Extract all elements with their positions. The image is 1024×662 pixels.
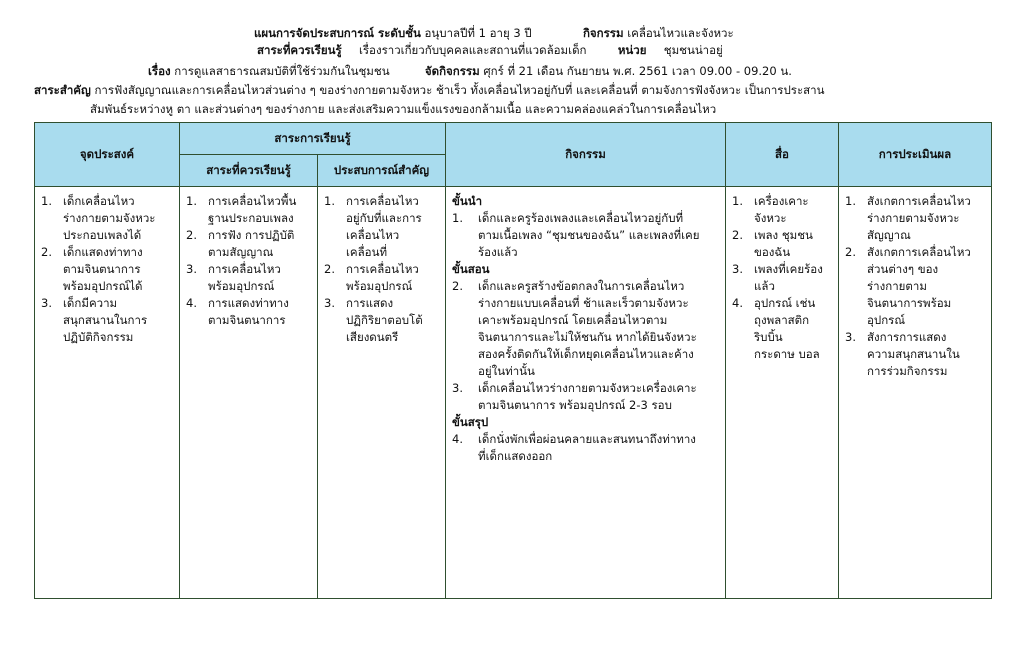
item-line: อยู่กับที่และการ (346, 211, 422, 225)
lesson-plan-table (34, 122, 992, 599)
key-experience-cell (318, 187, 446, 599)
teach-title: ขั้นสอน (452, 262, 490, 276)
item-number: 1. (186, 194, 197, 208)
item-number: 1. (732, 194, 743, 208)
schedule-value: ศุกร์ ที่ 21 เดือน กันยายน พ.ศ. 2561 เวลา 09.00 - 09.20 น. (483, 64, 792, 78)
item-line: การเคลื่อนไหวพื้น (208, 194, 297, 208)
summary-steps-list (452, 431, 719, 465)
header-media: สื่อ (726, 123, 839, 187)
header-evaluation: การประเมินผล (839, 123, 992, 187)
item-text (63, 295, 147, 346)
item-line: เด็กมีความ (63, 296, 118, 310)
item-line: ร่างกายตาม (867, 279, 927, 293)
item-line: เด็กเคลื่อนไหว (63, 194, 135, 208)
item-line: อุปกรณ์ เช่น (754, 296, 816, 310)
list-item (452, 278, 719, 380)
item-line: แล้ว (754, 279, 775, 293)
item-line: พร้อมอุปกรณ์ (208, 279, 275, 293)
item-line: ตามสัญญาณ (208, 245, 274, 259)
item-line: เด็กและครูร้องเพลงและเคลื่อนไหวอยู่กับที่ (478, 211, 684, 225)
item-text (867, 193, 971, 244)
item-number: 2. (186, 228, 197, 242)
list-item (324, 261, 439, 295)
item-line: ร่างกายตามจังหวะ (63, 211, 156, 225)
item-line: การร่วมกิจกรรม (867, 364, 948, 378)
item-text (346, 295, 423, 346)
list-item (41, 193, 173, 244)
activity-value: เคลื่อนไหวและจังหวะ (627, 26, 734, 40)
media-list (732, 193, 832, 363)
item-line: พร้อมอุปกรณ์ (346, 279, 413, 293)
item-line: ปฏิกิริยาตอบโต้ (346, 313, 423, 327)
item-line: สนุกสนานในการ (63, 313, 148, 327)
item-text (867, 329, 960, 380)
item-line: การแสดงท่าทาง (208, 296, 289, 310)
plan-level: อนุบาลปีที่ 1 อายุ 3 ปี (424, 26, 532, 40)
item-line: การเคลื่อนไหว (346, 262, 419, 276)
objectives-list (41, 193, 173, 346)
item-line: ร่างกายแบบเคลื่อนที่ ช้าและเร็วตามจังหวะ (478, 296, 689, 310)
list-item (845, 329, 985, 380)
list-item (452, 210, 719, 261)
item-line: เด็กแสดงท่าทาง (63, 245, 143, 259)
item-line: อยู่ในท่านั้น (478, 364, 535, 378)
item-line: สังการการแสดง (867, 330, 947, 344)
item-line: กระดาษ บอล (754, 347, 820, 361)
schedule-label: จัดกิจกรรม (424, 64, 480, 78)
list-item (186, 261, 311, 295)
item-number: 3. (732, 262, 743, 276)
intro-steps-list (452, 210, 719, 261)
item-text (754, 295, 820, 363)
item-text (478, 278, 697, 380)
item-line: ที่เด็กแสดงออก (478, 449, 553, 463)
item-line: ถุงพลาสติก (754, 313, 810, 327)
item-number: 3. (452, 381, 463, 395)
item-line: สัญญาณ (867, 228, 911, 242)
media-cell (726, 187, 839, 599)
item-number: 3. (845, 330, 856, 344)
item-number: 4. (186, 296, 197, 310)
intro-title: ขั้นนำ (452, 194, 483, 208)
unit-value: ชุมชนน่าอยู่ (663, 43, 723, 57)
item-line: จินตนาการพร้อม (867, 296, 952, 310)
list-item (186, 227, 311, 261)
item-line: ร้องแล้ว (478, 245, 518, 259)
item-line: ร่างกายตามจังหวะ (867, 211, 960, 225)
item-line: เพลง ชุมชน (754, 228, 813, 242)
essence-label: สาระสำคัญ (34, 83, 91, 97)
header-line-plan (254, 26, 734, 41)
item-line: การเคลื่อนไหว (208, 262, 281, 276)
list-item (452, 380, 719, 414)
item-line: ตามจินตนาการ (208, 313, 286, 327)
item-line: การฟัง การปฏิบัติ (208, 228, 295, 242)
header-activities: กิจกรรม (446, 123, 726, 187)
item-text (346, 193, 422, 261)
item-text (754, 261, 823, 295)
evaluation-cell (839, 187, 992, 599)
header-key-experience: ประสบการณ์สำคัญ (318, 155, 446, 187)
activity-label: กิจกรรม (582, 26, 624, 40)
item-text (63, 244, 143, 295)
item-line: ประกอบเพลงได้ (63, 228, 142, 242)
list-item (732, 193, 832, 227)
list-item (732, 227, 832, 261)
header-learning-content: สาระการเรียนรู้ (180, 123, 446, 155)
item-line: เด็กนั่งพักเพื่อผ่อนคลายและสนทนาถึงท่าทาง (478, 432, 696, 446)
header-line-topic (148, 64, 792, 79)
item-line: จินตนาการและไม่ให้ชนกัน หากได้ยินจังหวะ (478, 330, 697, 344)
item-text (478, 431, 696, 465)
evaluation-list (845, 193, 985, 380)
item-text (63, 193, 155, 244)
item-line: ส่วนต่างๆ ของ (867, 262, 939, 276)
item-number: 1. (324, 194, 335, 208)
list-item (324, 193, 439, 261)
header-line-essence-continued: สัมพันธ์ระหว่างหู ตา และส่วนต่างๆ ของร่างกาย และส่งเสริมความแข็งแรงของกล้ามเนื้อ และความคล่องแคล่วในการเคลื่อนไหว (90, 102, 717, 116)
summary-title: ขั้นสรุป (452, 415, 489, 429)
item-line: ตามจินตนาการ พร้อมอุปกรณ์ 2-3 รอบ (478, 398, 672, 412)
content-to-learn-cell (180, 187, 318, 599)
list-item (732, 295, 832, 363)
header-line-essence (34, 83, 824, 98)
item-line: อุปกรณ์ (867, 313, 906, 327)
item-number: 2. (732, 228, 743, 242)
item-text (478, 210, 700, 261)
objectives-cell (35, 187, 180, 599)
item-line: เสียงดนตรี (346, 330, 399, 344)
item-number: 4. (452, 432, 463, 446)
item-line: ริบบิ้น (754, 330, 783, 344)
item-line: ฐานประกอบเพลง (208, 211, 294, 225)
item-line: เด็กและครูสร้างข้อตกลงในการเคลื่อนไหว (478, 279, 685, 293)
item-text (346, 261, 419, 295)
unit-label: หน่วย (617, 43, 647, 57)
topic-value: การดูแลสาธารณสมบัติที่ใช้ร่วมกันในชุมชน (174, 64, 390, 78)
key-experience-list (324, 193, 439, 346)
item-line: เคาะพร้อมอุปกรณ์ โดยเคลื่อนไหวตาม (478, 313, 668, 327)
item-line: สองครั้งติดกันให้เด็กหยุดเคลื่อนไหวและค้าง (478, 347, 694, 361)
essence-value: การฟังสัญญาณและการเคลื่อนไหวส่วนต่าง ๆ ของร่างกายตามจังหวะ ช้าเร็ว ทั้งเคลื่อนไหวอยู่กับที่ และเคลื่อนที่ ตามจังการฟังจังหวะ เป็นการประสาน (94, 83, 825, 97)
item-line: เด็กเคลื่อนไหวร่างกายตามจังหวะเครื่องเคาะ (478, 381, 697, 395)
header-objectives: จุดประสงค์ (35, 123, 180, 187)
content-label: สาระที่ควรเรียนรู้ (257, 43, 342, 57)
item-line: ของฉัน (754, 245, 791, 259)
item-line: จังหวะ (754, 211, 787, 225)
list-item (845, 193, 985, 244)
item-line: สังเกตการเคลื่อนไหว (867, 194, 971, 208)
item-line: ตามเนื้อเพลง “ชุมชนของฉัน” และเพลงที่เคย (478, 228, 700, 242)
list-item (41, 295, 173, 346)
item-line: พร้อมอุปกรณ์ได้ (63, 279, 143, 293)
item-text (754, 193, 809, 227)
item-number: 3. (41, 296, 52, 310)
item-text (754, 227, 813, 261)
plan-title: แผนการจัดประสบการณ์ ระดับชั้น (254, 26, 421, 40)
item-text (208, 227, 294, 261)
item-number: 1. (41, 194, 52, 208)
item-number: 3. (324, 296, 335, 310)
list-item (452, 431, 719, 465)
item-text (208, 261, 281, 295)
content-to-learn-list (186, 193, 311, 329)
item-line: การแสดง (346, 296, 394, 310)
item-number: 1. (845, 194, 856, 208)
header-content-to-learn: สาระที่ควรเรียนรู้ (180, 155, 318, 187)
list-item (732, 261, 832, 295)
item-number: 2. (845, 245, 856, 259)
item-number: 2. (452, 279, 463, 293)
list-item (41, 244, 173, 295)
item-line: สังเกตการเคลื่อนไหว (867, 245, 971, 259)
item-line: เคลื่อนไหว (346, 228, 400, 242)
item-line: เครื่องเคาะ (754, 194, 809, 208)
item-number: 2. (41, 245, 52, 259)
teach-steps-list (452, 278, 719, 414)
item-text (208, 193, 296, 227)
topic-label: เรื่อง (148, 64, 171, 78)
item-line: การเคลื่อนไหว (346, 194, 419, 208)
item-number: 2. (324, 262, 335, 276)
item-number: 4. (732, 296, 743, 310)
list-item (186, 193, 311, 227)
content-value: เรื่องราวเกี่ยวกับบุคคลและสถานที่แวดล้อมเด็ก (358, 43, 587, 57)
item-line: ความสนุกสนานใน (867, 347, 960, 361)
item-line: ตามจินตนาการ (63, 262, 141, 276)
item-text (478, 380, 697, 414)
item-text (208, 295, 289, 329)
list-item (186, 295, 311, 329)
activities-cell (446, 187, 726, 599)
list-item (324, 295, 439, 346)
item-text (867, 244, 971, 329)
item-number: 3. (186, 262, 197, 276)
item-line: เพลงที่เคยร้อง (754, 262, 823, 276)
list-item (845, 244, 985, 329)
item-number: 1. (452, 211, 463, 225)
item-line: ปฏิบัติกิจกรรม (63, 330, 134, 344)
header-line-content (257, 43, 723, 58)
item-line: เคลื่อนที่ (346, 245, 388, 259)
